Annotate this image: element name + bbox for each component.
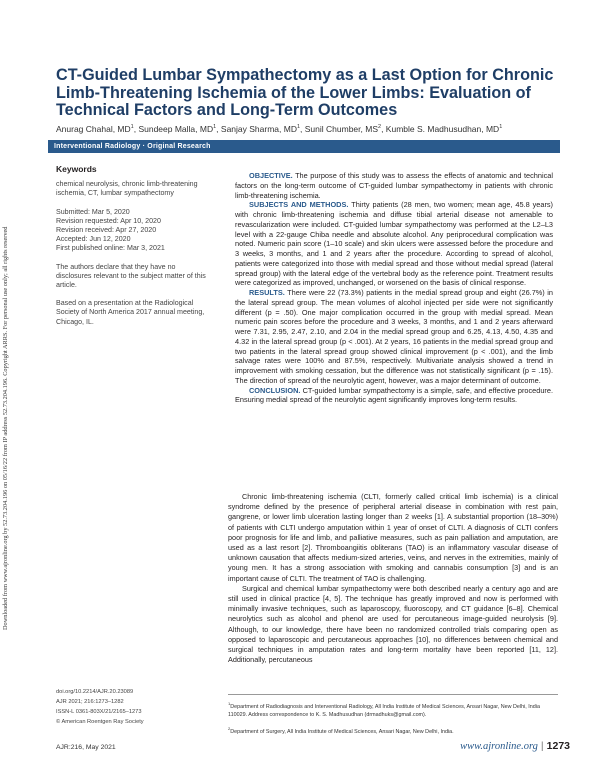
journal-issue: AJR:216, May 2021 [56,744,116,751]
article-body [228,492,558,665]
page-number: 1273 [546,740,570,752]
conclusion-text: CT-guided lumbar sympathectomy is a simple, safe, and effective procedure. Ensuring medial spread of the neurolytic agent significantly improves long-term results. [235,385,553,405]
affiliation-mark: 2 [378,124,382,131]
footnote-mark: 1 [228,701,231,706]
article-dates [56,208,206,254]
abstract-conclusion [235,386,553,406]
footnote-mark: 2 [228,726,231,731]
methods-heading: SUBJECTS AND METHODS. [249,200,349,210]
keywords-text: chemical neurolysis, chronic limb-threatening ischemia, CT, lumbar sympathectomy [56,180,198,198]
affiliation-mark: 1 [213,124,217,131]
body-paragraph: Surgical and chemical lumbar sympathectomy were both described nearly a century ago and are still used in clinical practice [4, 5]. The technique has greatly improved and now is performed with minimally invasive techniques, such as laparoscopy, fluoroscopy, and CT guidance [6–8]. Chemical neurolytics such as alcohol and phenol are used for percutaneous image-guided neurolysis [9]. Although, to our knowledge, there have been no randomized controlled trials comparing open as opposed to laparoscopic and percutaneous approaches [10], no differences between chemical and surgical techniques in amputation rates and long-term mortality have been reported [11, 12]. Additionally, percutaneous [228,583,558,665]
date-revision-received: Revision received: Apr 27, 2020 [56,226,157,235]
citation-meta [56,688,216,728]
footer-separator: | [540,740,544,752]
disclosure-note: The authors declare that they have no disclosures relevant to the subject matter of this article. [56,262,206,290]
article-title: CT-Guided Lumbar Sympathectomy as a Last Option for Chronic Limb-Threatening Ischemia of the Lower Limbs: Evaluation of Technical Factors and Long-Term Outcomes [56,66,554,119]
author-name: Anurag Chahal, MD [56,124,131,134]
footnote-text: Department of Radiodiagnosis and Interventional Radiology, All India Institute of Medical Sciences, Ansari Nagar, New Delhi, India 110029. Address correspondence to K. S. Madhusudhan (drmadhuks@gmail.com). [228,703,540,719]
affiliation-mark: 1 [296,124,301,131]
date-first-published: First published online: Mar 3, 2021 [56,244,165,253]
abstract [235,171,553,405]
download-watermark: Downloaded from www.ajronline.org by 52.73.204.196 on 05/16/22 from IP address 52.73.204.196. Copyright ARRS. For personal use only; all rights reserved [2,226,9,630]
presentation-note: Based on a presentation at the Radiological Society of North America 2017 annual meeting, Chicago, IL. [56,299,205,326]
author-name: Sundeep Malla, MD [138,124,214,134]
footnote-affiliation-2 [228,725,558,736]
affiliation-mark: 1 [130,124,134,131]
page-footer [460,740,570,752]
section-label-bar: Interventional Radiology · Original Research [48,140,560,153]
article-info-sidebar [56,165,206,336]
results-heading: RESULTS. [249,288,285,297]
footnote-affiliation-1 [228,700,558,719]
author-name: Sanjay Sharma, MD [220,124,297,134]
results-text: There were 22 (73.3%) patients in the medial spread group and eight (26.7%) in the lateral spread group. The mean volumes of alcohol injected per side were not significantly different (p = .50). One major complication occurred in the group with medial spread. Mean numeric pain scores before the procedure and 3 weeks, 3 months, and 1 and 2 years afterward were 7.31, 2.95, 2.47, 2.10, and 2.04 in the medial spread group and 6.25, 4.13, 4.50, 4.35 and 4.32 in the lateral spread group (p < .001). At 2 years, 16 patients in the medial spread group and two patients in the lateral spread group showed clinical improvement (p < .001), and the limb salvage rates were 100% and 87.5%, respectively. Multivariate analysis showed a trend in improvement with smoking cessation, but the difference was not statistically significant (p = .15). The direction of spread of the neurolytic agent, however, was a major determinant of outcome. [235,288,553,385]
objective-text: The purpose of this study was to assess the effects of anatomic and technical factors on the long-term outcome of CT-guided lumbar sympathectomy in patients with chronic limb-threatening ischemia. [235,171,553,200]
author-name: Kumble S. Madhusudhan, MD [385,124,500,134]
doi-link[interactable]: doi.org/10.2214/AJR.20.23089 [56,689,134,695]
keywords-heading: Keywords [56,164,97,174]
body-paragraph: Chronic limb-threatening ischemia (CLTI, formerly called critical limb ischemia) is a clinical syndrome defined by the presence of peripheral arterial disease in combination with rest pain, gangrene, or lower limb ulceration lasting longer than 2 weeks [1]. A substantial proportion (18–30%) of patients with CLTI undergo amputation within 1 year of onset of CLTI. A diagnosis of CLTI confers poor prognosis for life and limb, and palliative measures, such as pain palliation and amputation, are used as a last resort [2]. Thromboangiitis obliterans (TAO) is an inflammatory vascular disease of unknown causation that affects medium-sized arteries, veins, and nerves in the extremities, mainly of young men. It has a strong association with smoking and cannabis consumption [3] and is an important cause of CLTI. The treatment of TAO is challenging. [228,492,558,583]
abstract-results [235,288,553,386]
methods-text: Thirty patients (28 men, two women; mean age, 45.8 years) with chronic limb-threatening ischemia and diffuse tibial arterial disease not amenable to revascularization were included. CT-guided lumbar sympathectomy was performed at the L2–L3 level with a 22-gauge Chiba needle and absolute alcohol. Any periprocedural complication was noted. Numeric pain score (1–10 scale) and skin ulcers were assessed before the procedure and 3 weeks, 3 months, and 1 and 2 years after the procedure. According to spread of alcohol, patients were categorized into those with medial spread and those without medial spread (lateral spread group) with the lateral edge of the vertebral body as the reference point. Treatment results were categorized as improved, unchanged, or worsened on the basis of clinical response. [235,200,554,288]
date-accepted: Accepted: Jun 12, 2020 [56,235,131,244]
abstract-objective [235,171,553,200]
author-name: Sunil Chumber, MS [304,124,378,134]
date-submitted: Submitted: Mar 5, 2020 [56,207,130,216]
citation-text: AJR 2021; 216:1273–1282 [56,698,124,705]
copyright-text: © American Roentgen Ray Society [56,718,144,725]
author-list: Anurag Chahal, $MD^1$, Sundeep Malla, $MD^1$, Sanjay Sharma, $MD^1$, Sunil Chumber, $MS^2$, Kumble S. Madhusudhan, $MD^1$ [56,124,503,134]
issn-text: ISSN-L 0361-803X/21/2165–1273 [56,708,142,715]
date-revision-requested: Revision requested: Apr 10, 2020 [56,216,161,225]
footnote-text: Department of Surgery, All India Institute of Medical Sciences, Ansari Nagar, New Delhi, India. [230,728,454,735]
conclusion-heading: CONCLUSION. [249,385,301,395]
objective-heading: OBJECTIVE. [249,171,293,180]
journal-url-link[interactable]: www.ajronline.org [460,741,538,752]
abstract-methods [235,200,553,288]
affiliation-mark: 1 [499,124,503,131]
footnote-divider [228,694,558,695]
